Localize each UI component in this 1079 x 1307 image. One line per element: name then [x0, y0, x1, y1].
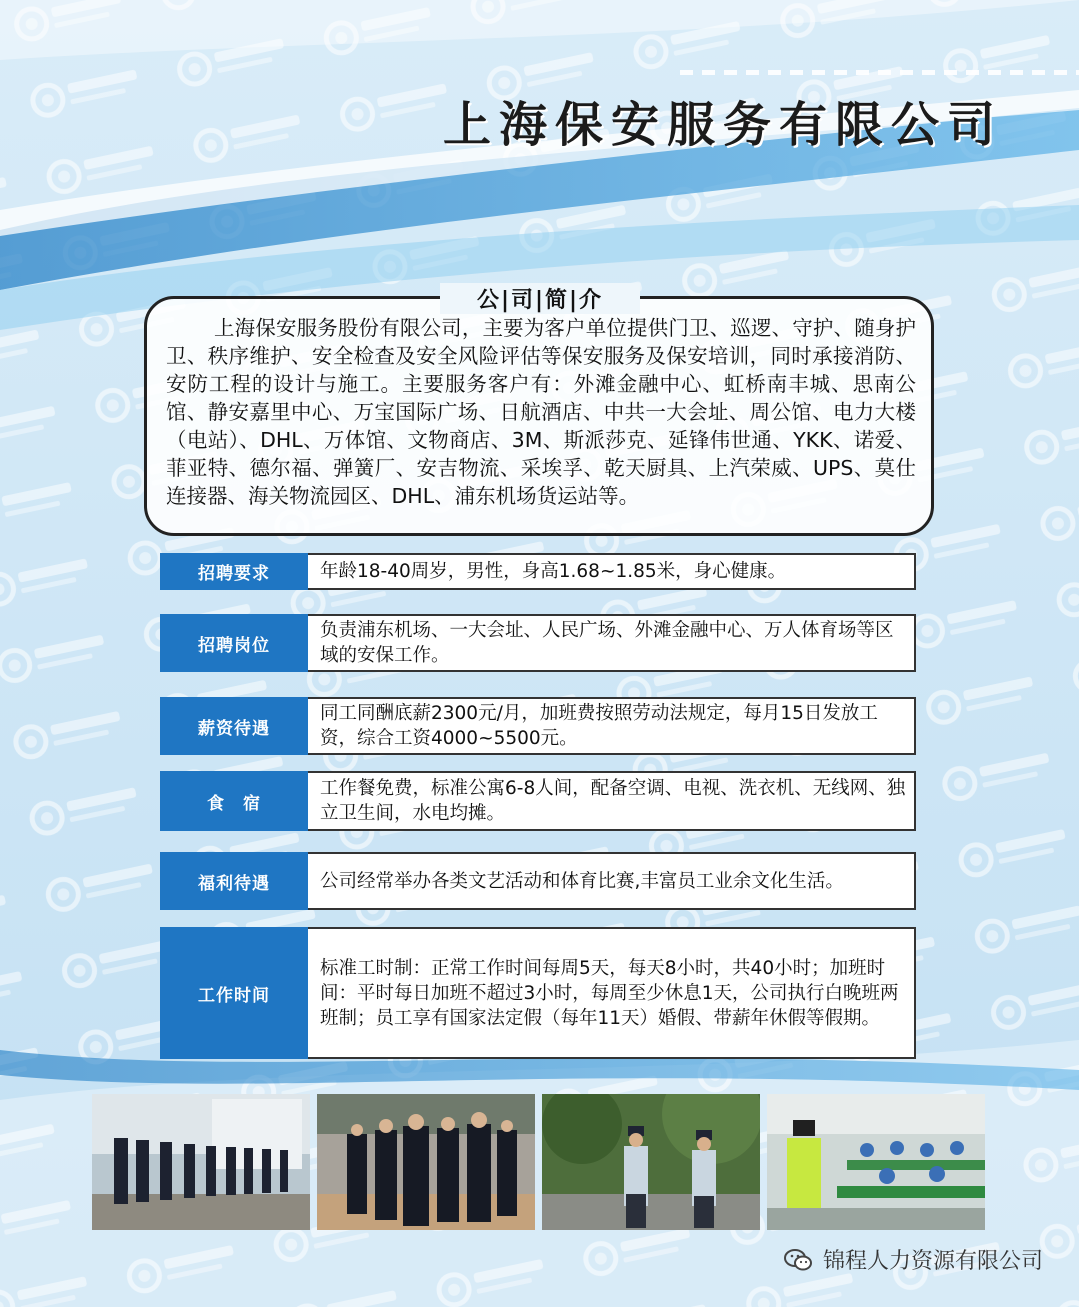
row-content: 工作餐免费，标准公寓6-8人间，配备空调、电视、洗衣机、无线网、独立卫生间，水电均摊。	[308, 771, 916, 831]
photo-guards-saluting-row	[92, 1094, 310, 1230]
decorative-dots	[680, 70, 1079, 75]
row-label: 福利待遇	[160, 852, 308, 910]
row-label: 招聘岗位	[160, 614, 308, 672]
page-title: 上海保安服务有限公司	[442, 97, 1003, 153]
row-board-lodging	[160, 771, 916, 831]
photo-canteen	[767, 1094, 985, 1230]
row-content: 标准工时制：正常工作时间每周5天，每天8小时，共40小时；加班时间：平时每日加班不超过3小时，每周至少休息1天，公司执行白晚班两班制；员工享有国家法定假（每年11天）婚假、带薪年休假等假期。	[308, 927, 916, 1059]
row-positions	[160, 614, 916, 672]
row-label: 招聘要求	[160, 553, 308, 590]
photo-strip	[92, 1094, 985, 1230]
row-label: 工作时间	[160, 927, 308, 1059]
photo-guards-group-salute	[317, 1094, 535, 1230]
row-label: 食 宿	[160, 771, 308, 831]
footer-brand	[783, 1244, 1043, 1275]
row-requirements	[160, 553, 916, 590]
intro-text: 上海保安服务股份有限公司，主要为客户单位提供门卫、巡逻、守护、随身护卫、秩序维护、安全检查及安全风险评估等保安服务及保安培训，同时承接消防、安防工程的设计与施工。主要服务客户有：外滩金融中心、虹桥南丰城、思南公馆、静安嘉里中心、万宝国际广场、日航酒店、中共一大会址、周公馆、电力大楼（电站）、DHL、万体馆、文物商店、3M、斯派莎克、延锋伟世通、YKK、诺爱、菲亚特、德尔福、弹簧厂、安吉物流、采埃孚、乾天厨具、上汽荣威、UPS、莫仕连接器、海关物流园区、DHL、浦东机场货运站等。	[166, 316, 916, 508]
wechat-icon	[783, 1247, 813, 1273]
row-content: 负责浦东机场、一大会址、人民广场、外滩金融中心、万人体育场等区域的安保工作。	[308, 614, 916, 672]
row-content: 公司经常举办各类文艺活动和体育比赛,丰富员工业余文化生活。	[308, 852, 916, 910]
row-work-hours	[160, 927, 916, 1059]
row-benefits	[160, 852, 916, 910]
footer-text: 锦程人力资源有限公司	[822, 1249, 1043, 1274]
row-content: 年龄18-40周岁，男性，身高1.68~1.85米，身心健康。	[308, 553, 916, 590]
row-content: 同工同酬底薪2300元/月，加班费按照劳动法规定，每月15日发放工资，综合工资4000~5500元。	[308, 697, 916, 755]
row-salary	[160, 697, 916, 755]
photo-guards-standing	[542, 1094, 760, 1230]
intro-heading: 公|司|简|介	[440, 283, 640, 314]
row-label: 薪资待遇	[160, 697, 308, 755]
